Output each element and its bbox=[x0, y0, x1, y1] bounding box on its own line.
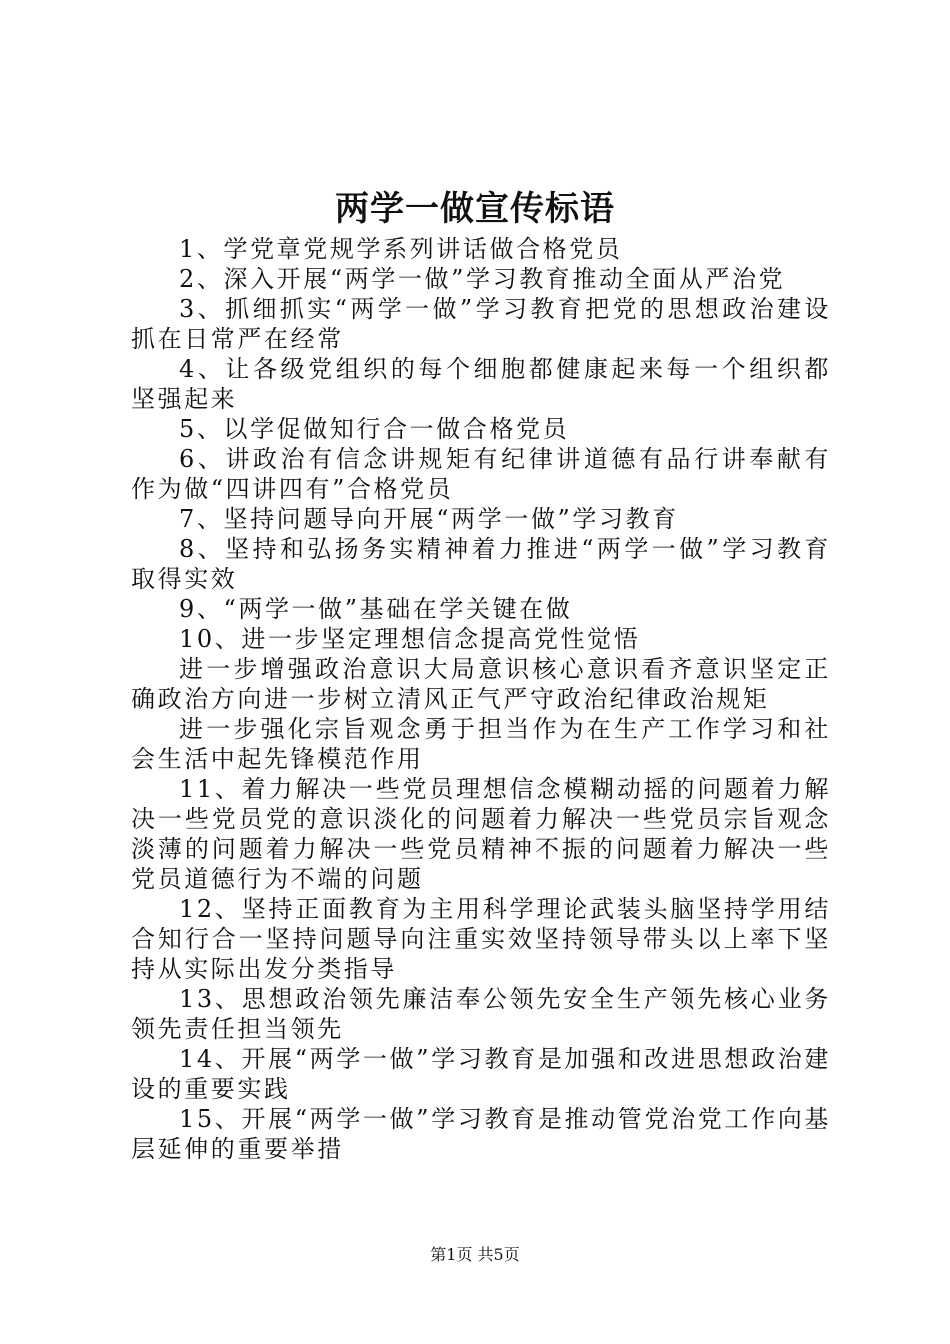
paragraph: 14、开展“两学一做”学习教育是加强和改进思想政治建设的重要实践 bbox=[131, 1045, 831, 1103]
document-body bbox=[131, 234, 831, 1164]
paragraph: 7、坚持问题导向开展“两学一做”学习教育 bbox=[179, 505, 679, 533]
paragraph: 8、坚持和弘扬务实精神着力推进“两学一做”学习教育取得实效 bbox=[131, 535, 831, 593]
paragraph: 12、坚持正面教育为主用科学理论武装头脑坚持学用结合知行合一坚持问题导向注重实效坚持领导带头以上率下坚持从实际出发分类指导 bbox=[131, 895, 831, 983]
paragraph: 进一步强化宗旨观念勇于担当作为在生产工作学习和社会生活中起先锋模范作用 bbox=[131, 715, 831, 773]
paragraph: 1、学党章党规学系列讲话做合格党员 bbox=[179, 235, 623, 263]
paragraph: 6、讲政治有信念讲规矩有纪律讲道德有品行讲奉献有作为做“四讲四有”合格党员 bbox=[131, 445, 831, 503]
paragraph: 2、深入开展“两学一做”学习教育推动全面从严治党 bbox=[179, 265, 786, 293]
paragraph: 10、进一步坚定理想信念提高党性觉悟 bbox=[179, 625, 641, 653]
paragraph: 5、以学促做知行合一做合格党员 bbox=[179, 415, 570, 443]
paragraph: 4、让各级党组织的每个细胞都健康起来每一个组织都坚强起来 bbox=[131, 355, 831, 413]
document-title: 两学一做宣传标语 bbox=[335, 189, 615, 229]
paragraph: 13、思想政治领先廉洁奉公领先安全生产领先核心业务领先责任担当领先 bbox=[131, 985, 831, 1043]
paragraph: 3、抓细抓实“两学一做”学习教育把党的思想政治建设抓在日常严在经常 bbox=[131, 295, 831, 353]
paragraph: 11、着力解决一些党员理想信念模糊动摇的问题着力解决一些党员党的意识淡化的问题着力解决一些党员宗旨观念淡薄的问题着力解决一些党员精神不振的问题着力解决一些党员道德行为不端的问题 bbox=[131, 775, 831, 893]
page-number-footer: 第1页 共5页 bbox=[430, 1245, 520, 1264]
paragraph: 15、开展“两学一做”学习教育是推动管党治党工作向基层延伸的重要举措 bbox=[131, 1105, 831, 1163]
paragraph: 进一步增强政治意识大局意识核心意识看齐意识坚定正确政治方向进一步树立清风正气严守政治纪律政治规矩 bbox=[131, 655, 831, 713]
paragraph: 9、“两学一做”基础在学关键在做 bbox=[179, 595, 573, 623]
